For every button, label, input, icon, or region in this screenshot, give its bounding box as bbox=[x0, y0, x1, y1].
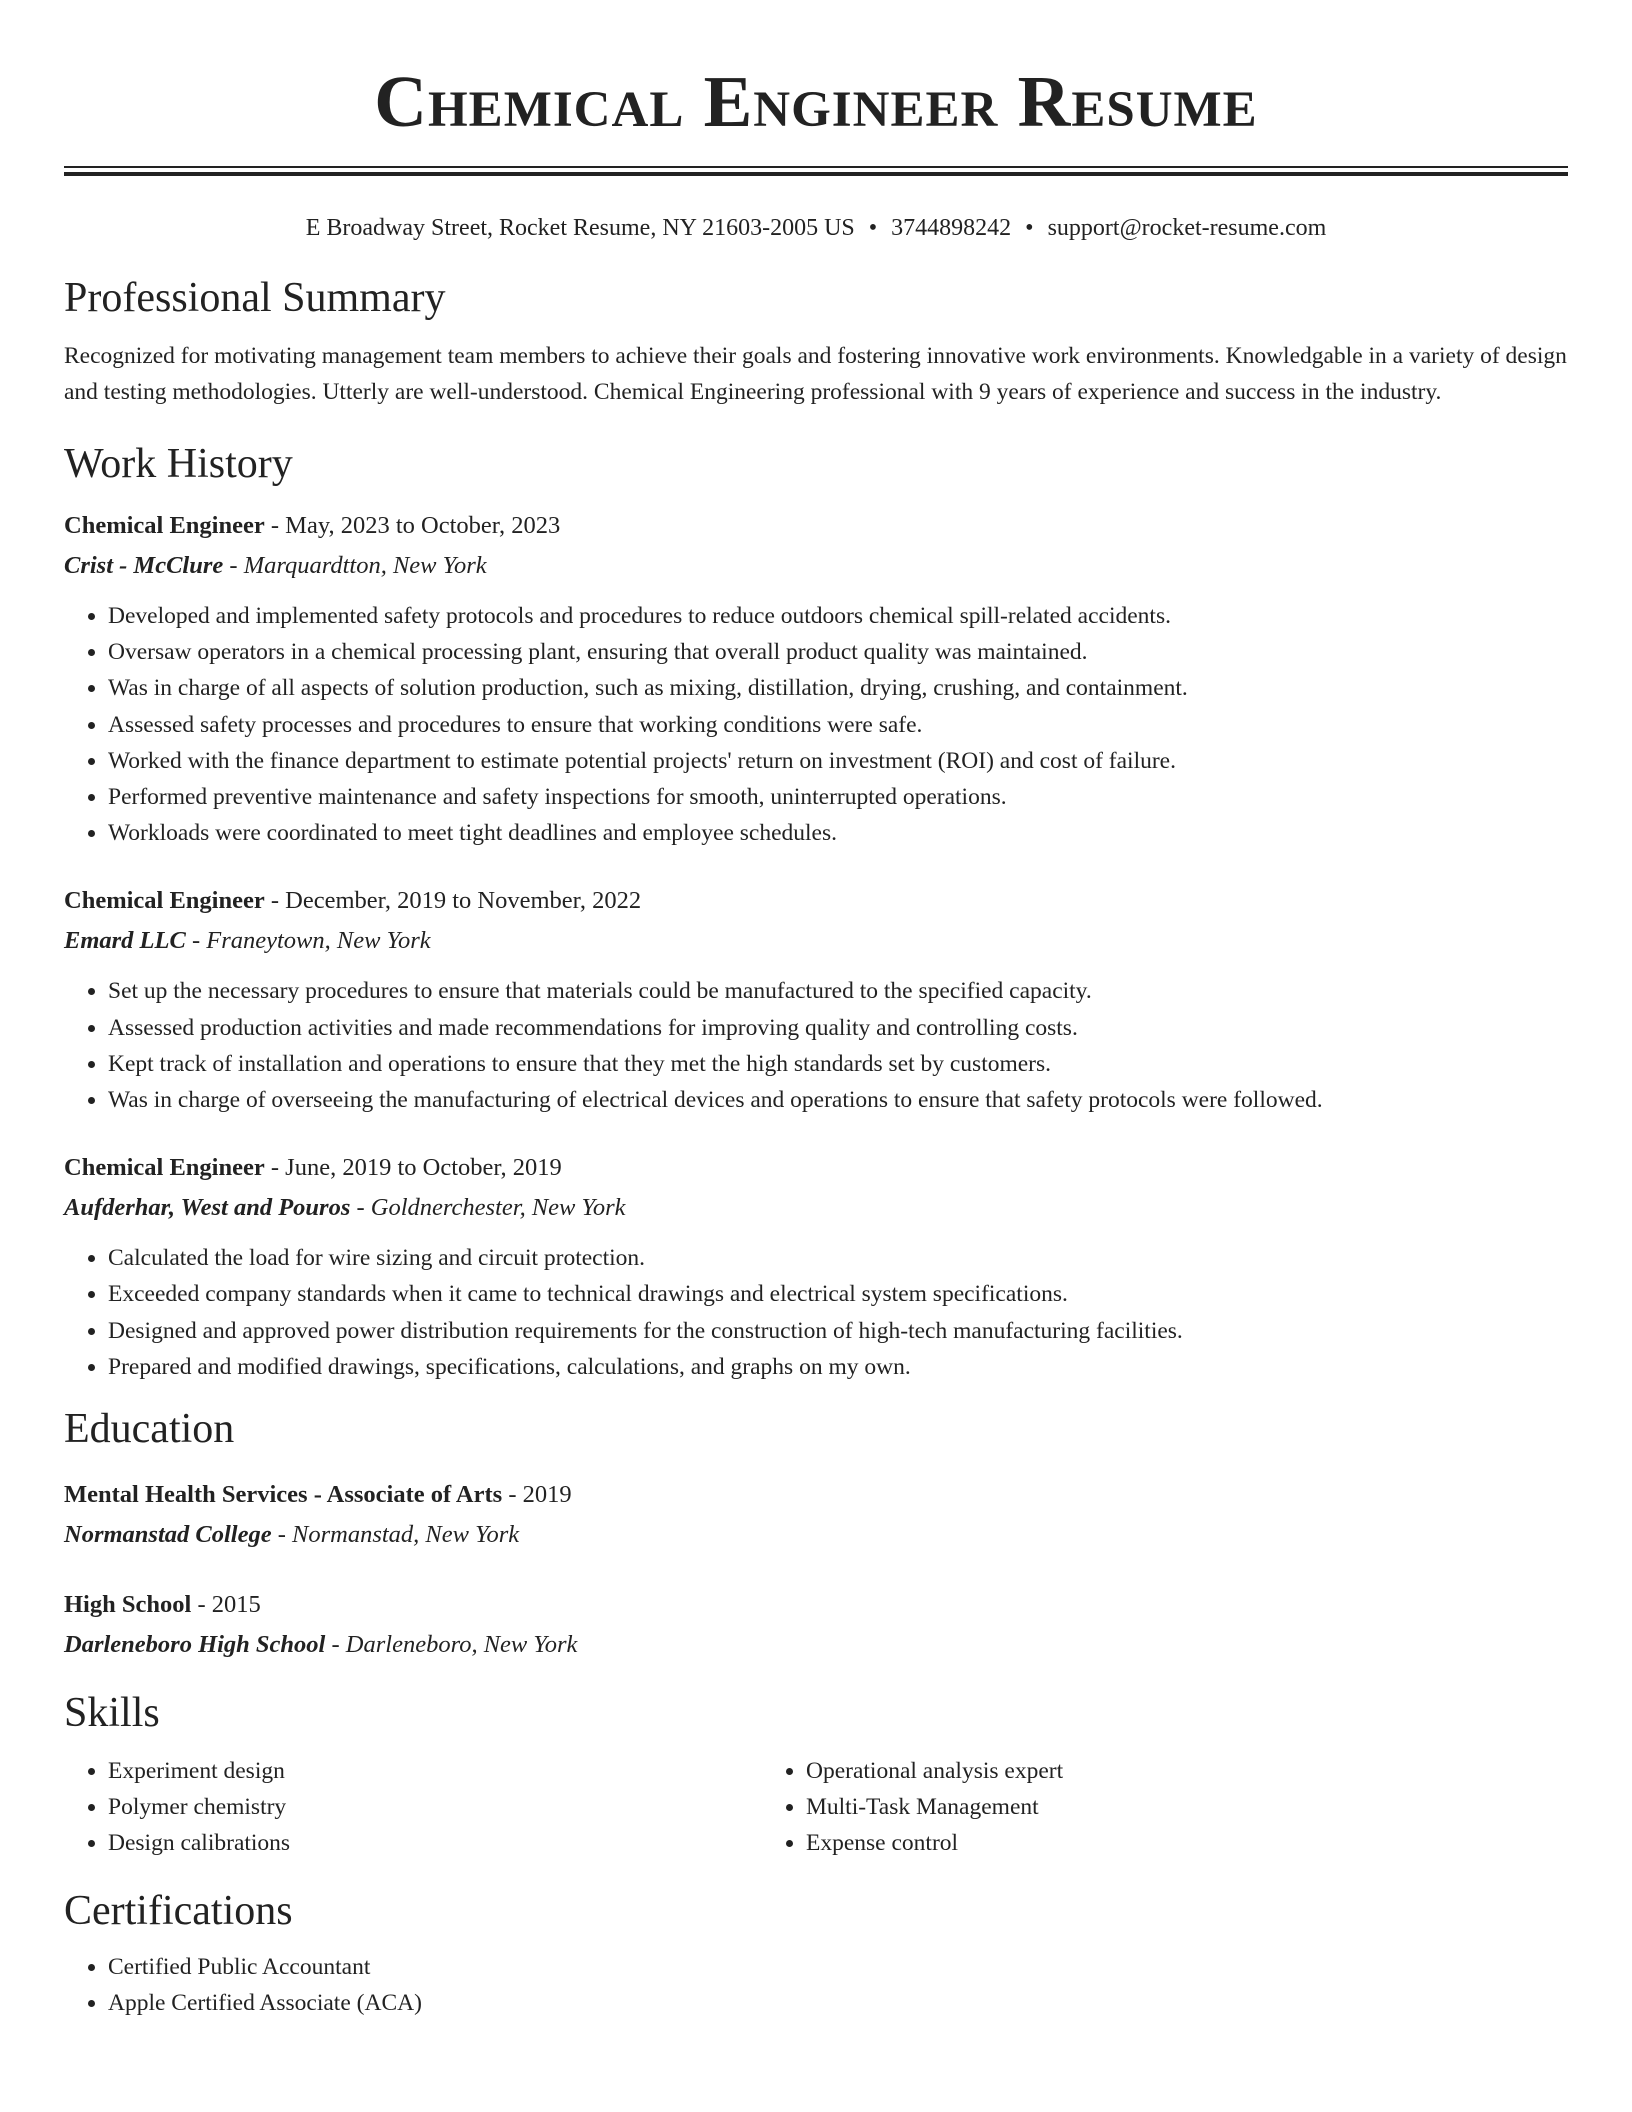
job-entry bbox=[64, 506, 1568, 851]
contact-separator: • bbox=[1025, 215, 1034, 241]
education-entry bbox=[64, 1585, 1568, 1665]
job-bullet: • Was in charge of all aspects of solution production, such as mixing, distillation, drying, crushing, and containment. bbox=[108, 670, 1568, 706]
job-bullet: • Oversaw operators in a chemical processing plant, ensuring that overall product quality was maintained. bbox=[108, 634, 1568, 670]
certification-item: • Apple Certified Associate (ACA) bbox=[108, 1985, 1568, 2021]
job-bullet: • Exceeded company standards when it came to technical drawings and electrical system specifications. bbox=[108, 1276, 1568, 1312]
job-bullet: • Prepared and modified drawings, specifications, calculations, and graphs on my own. bbox=[108, 1349, 1568, 1385]
skills-column-left bbox=[64, 1753, 762, 1861]
job-bullet: • Performed preventive maintenance and safety inspections for smooth, uninterrupted operations. bbox=[108, 779, 1568, 815]
job-company-line bbox=[64, 921, 1568, 961]
skill-item: • Expense control bbox=[806, 1825, 1460, 1861]
skills-column-right bbox=[762, 1753, 1460, 1861]
job-bullet: • Kept track of installation and operations to ensure that they met the high standards set by customers. bbox=[108, 1046, 1568, 1082]
job-bullet: • Developed and implemented safety protocols and procedures to reduce outdoors chemical spill-related accidents. bbox=[108, 598, 1568, 634]
education-location: - Normanstad, New York bbox=[271, 1521, 520, 1549]
education-year: - 2019 bbox=[502, 1481, 572, 1509]
certifications-heading: Certifications bbox=[64, 1888, 293, 1935]
job-title: Chemical Engineer bbox=[64, 1154, 265, 1182]
education-degree-line bbox=[64, 1585, 1568, 1625]
job-bullet: • Assessed production activities and made recommendations for improving quality and controlling costs. bbox=[108, 1010, 1568, 1046]
education-heading: Education bbox=[64, 1406, 235, 1453]
job-title: Chemical Engineer bbox=[64, 887, 265, 915]
job-dates: - May, 2023 to October, 2023 bbox=[264, 512, 561, 539]
skill-item: • Experiment design bbox=[108, 1753, 762, 1789]
job-bullet: • Assessed safety processes and procedures to ensure that working conditions were safe. bbox=[108, 707, 1568, 743]
job-title-line bbox=[64, 1148, 1568, 1188]
job-title-line bbox=[64, 506, 1568, 546]
education-degree: High School bbox=[64, 1591, 192, 1619]
job-company-line bbox=[64, 546, 1568, 586]
skills-grid bbox=[64, 1753, 1568, 1861]
skill-item: • Design calibrations bbox=[108, 1825, 762, 1861]
work-history-heading: Work History bbox=[64, 441, 293, 487]
contact-phone: 3744898242 bbox=[891, 215, 1012, 241]
education-year: - 2015 bbox=[191, 1591, 261, 1619]
summary-text: Recognized for motivating management team members to achieve their goals and fostering innovative work environments. Knowledgable in a variety of design and testing methodologies. Utterly are well-understood. Chemical Engineering professional with 9 years of experience and success in the industry. bbox=[64, 343, 1567, 405]
job-bullets bbox=[64, 973, 1568, 1118]
job-location: - Marquardtton, New York bbox=[223, 552, 487, 579]
job-dates: - June, 2019 to October, 2019 bbox=[264, 1154, 562, 1182]
contact-separator: • bbox=[868, 215, 878, 241]
job-bullet: • Set up the necessary procedures to ensure that materials could be manufactured to the specified capacity. bbox=[108, 973, 1568, 1009]
job-company: Crist - McClure bbox=[64, 552, 224, 579]
job-dates: - December, 2019 to November, 2022 bbox=[264, 887, 642, 915]
resume-title: Chemical Engineer Resume bbox=[374, 61, 1258, 142]
job-title: Chemical Engineer bbox=[64, 512, 265, 539]
education-school: Darleneboro High School bbox=[64, 1631, 326, 1659]
job-bullet: • Designed and approved power distribution requirements for the construction of high-tech manufacturing facilities. bbox=[108, 1313, 1568, 1349]
job-bullet: • Was in charge of overseeing the manufacturing of electrical devices and operations to ensure that safety protocols were followed. bbox=[108, 1082, 1568, 1118]
job-bullet: • Workloads were coordinated to meet tight deadlines and employee schedules. bbox=[108, 815, 1568, 851]
job-company: Emard LLC bbox=[64, 927, 186, 955]
job-bullet: • Calculated the load for wire sizing and circuit protection. bbox=[108, 1240, 1568, 1276]
education-entry bbox=[64, 1475, 1568, 1555]
job-location: - Franeytown, New York bbox=[185, 927, 431, 955]
contact-line bbox=[64, 212, 1568, 244]
job-company: Aufderhar, West and Pouros bbox=[64, 1194, 351, 1222]
title-divider bbox=[64, 166, 1568, 176]
education-school: Normanstad College bbox=[64, 1521, 272, 1549]
summary-heading: Professional Summary bbox=[64, 275, 446, 321]
job-bullet: • Worked with the finance department to estimate potential projects' return on investment (ROI) and cost of failure. bbox=[108, 743, 1568, 779]
job-company-line bbox=[64, 1188, 1568, 1228]
job-bullets bbox=[64, 1240, 1568, 1385]
education-school-line bbox=[64, 1515, 1568, 1555]
skill-item: • Polymer chemistry bbox=[108, 1789, 762, 1825]
job-location: - Goldnerchester, New York bbox=[350, 1194, 626, 1222]
job-entry bbox=[64, 881, 1568, 1118]
education-school-line bbox=[64, 1625, 1568, 1665]
skill-item: • Multi-Task Management bbox=[806, 1789, 1460, 1825]
certifications-list bbox=[64, 1949, 1568, 2021]
skill-item: • Operational analysis expert bbox=[806, 1753, 1460, 1789]
education-degree-line bbox=[64, 1475, 1568, 1515]
job-title-line bbox=[64, 881, 1568, 921]
skills-heading: Skills bbox=[64, 1690, 160, 1737]
job-entry bbox=[64, 1148, 1568, 1385]
education-location: - Darleneboro, New York bbox=[325, 1631, 578, 1659]
certification-item: • Certified Public Accountant bbox=[108, 1949, 1568, 1985]
contact-email: support@rocket-resume.com bbox=[1047, 215, 1327, 241]
education-degree: Mental Health Services - Associate of Arts bbox=[64, 1481, 503, 1509]
job-bullets bbox=[64, 598, 1568, 851]
contact-address: E Broadway Street, Rocket Resume, NY 21603-2005 US bbox=[305, 215, 855, 241]
